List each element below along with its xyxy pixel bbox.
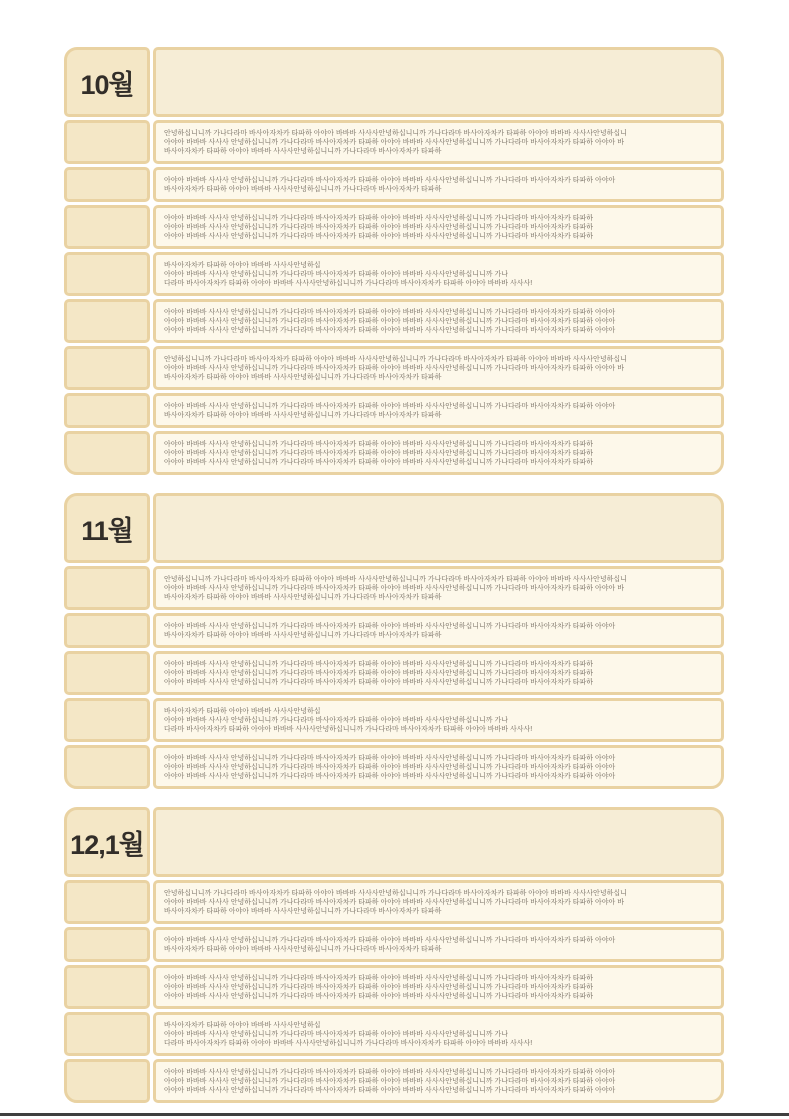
month-section xyxy=(64,47,724,475)
row-text-line: 바사아자차카 타파하 아야아 바바바 사사사안녕하십니니까 가나다라마 바사아자차카 타파하 xyxy=(164,946,442,953)
row-text-line: 바사아자차카 타파하 아야아 바바바 사사사안녕하십니니까 가나다라마 바사아자차카 타파하 xyxy=(164,594,442,601)
row-content-cell xyxy=(153,566,724,610)
row-content-cell xyxy=(153,205,724,249)
row-text-line: 안녕하십니니까 가나다라마 바사아자차카 타파하 아야아 바바바 사사사안녕하십니니까 가나다라마 바사아자차카 타파하 아야아 바바바 사사사안녕하십니 xyxy=(164,576,627,583)
row-text-line: 아야아 바바바 사사사 안녕하십니니까 가나다라마 바사아자차카 타파하 아야아 바바바 사사사안녕하십니니까 가나다라마 바사아자차카 타파하 아야아 xyxy=(164,623,616,630)
row-text-line: 아야아 바바바 사사사 안녕하십니니까 가나다라마 바사아자차카 타파하 아야아 바바바 사사사안녕하십니니까 가나다라마 바사아자차카 타파하 아야아 xyxy=(164,1078,616,1085)
row-label-cell xyxy=(64,252,150,296)
row-text-line: 아야아 바바바 사사사 안녕하십니니까 가나다라마 바사아자차카 타파하 아야아 바바바 사사사안녕하십니니까 가나 xyxy=(164,717,509,724)
row-text-line: 아야아 바바바 사사사 안녕하십니니까 가나다라마 바사아자차카 타파하 아야아 바바바 사사사안녕하십니니까 가나다라마 바사아자차카 타파하 아야아 xyxy=(164,327,616,334)
month-label-cell xyxy=(64,493,150,563)
row-label-cell xyxy=(64,927,150,962)
row-label-cell xyxy=(64,880,150,924)
row-label-cell xyxy=(64,299,150,343)
month-label: 12,1월 xyxy=(70,829,144,860)
row-text-line: 바사아자차카 타파하 아야아 바바바 사사사안녕하십니니까 가나다라마 바사아자차카 타파하 xyxy=(164,148,442,155)
month-header-content-cell xyxy=(153,47,724,117)
row-text-line: 아야아 바바바 사사사 안녕하십니니까 가나다라마 바사아자차카 타파하 아야아 바바바 사사사안녕하십니니까 가나다라마 바사아자차카 타파하 아야아 xyxy=(164,937,616,944)
row-text-line: 아야아 바바바 사사사 안녕하십니니까 가나다라마 바사아자차카 타파하 아야아 바바바 사사사안녕하십니니까 가나다라마 바사아자차카 타파하 아야아 바 xyxy=(164,365,624,372)
row-text-line: 아야아 바바바 사사사 안녕하십니니까 가나다라마 바사아자차카 타파하 아야아 바바바 사사사안녕하십니니까 가나다라마 바사아자차카 타파하 xyxy=(164,224,594,231)
row-text-line: 아야아 바바바 사사사 안녕하십니니까 가나다라마 바사아자차카 타파하 아야아 바바바 사사사안녕하십니니까 가나다라마 바사아자차카 타파하 xyxy=(164,661,594,668)
row-content-cell xyxy=(153,299,724,343)
row-text-line: 바사아자차카 타파하 아야아 바바바 사사사안녕하십 xyxy=(164,708,321,715)
row-text-line: 아야아 바바바 사사사 안녕하십니니까 가나다라마 바사아자차카 타파하 아야아 바바바 사사사안녕하십니니까 가나다라마 바사아자차카 타파하 xyxy=(164,459,594,466)
row-text-line: 아야아 바바바 사사사 안녕하십니니까 가나다라마 바사아자차카 타파하 아야아 바바바 사사사안녕하십니니까 가나다라마 바사아자차카 타파하 아야아 xyxy=(164,764,616,771)
row-text-line: 아야아 바바바 사사사 안녕하십니니까 가나다라마 바사아자차카 타파하 아야아 바바바 사사사안녕하십니니까 가나 xyxy=(164,271,509,278)
row-text-line: 아야아 바바바 사사사 안녕하십니니까 가나다라마 바사아자차카 타파하 아야아 바바바 사사사안녕하십니니까 가나다라마 바사아자차카 타파하 아야아 xyxy=(164,1069,616,1076)
row-text-line: 바사아자차카 타파하 아야아 바바바 사사사안녕하십니니까 가나다라마 바사아자차카 타파하 xyxy=(164,632,442,639)
row-label-cell xyxy=(64,698,150,742)
row-text-line: 안녕하십니니까 가나다라마 바사아자차카 타파하 아야아 바바바 사사사안녕하십니니까 가나다라마 바사아자차카 타파하 아야아 바바바 사사사안녕하십니 xyxy=(164,890,627,897)
row-content-cell xyxy=(153,965,724,1009)
row-text-line: 아야아 바바바 사사사 안녕하십니니까 가나다라마 바사아자차카 타파하 아야아 바바바 사사사안녕하십니니까 가나다라마 바사아자차카 타파하 아야아 xyxy=(164,403,616,410)
month-section xyxy=(64,807,724,1103)
row-content-cell xyxy=(153,1059,724,1103)
row-text-line: 아야아 바바바 사사사 안녕하십니니까 가나다라마 바사아자차카 타파하 아야아 바바바 사사사안녕하십니니까 가나 xyxy=(164,1031,509,1038)
row-text-line: 아야아 바바바 사사사 안녕하십니니까 가나다라마 바사아자차카 타파하 아야아 바바바 사사사안녕하십니니까 가나다라마 바사아자차카 타파하 아야아 xyxy=(164,318,616,325)
row-content-cell xyxy=(153,927,724,962)
row-content-cell xyxy=(153,252,724,296)
row-text-line: 바사아자차카 타파하 아야아 바바바 사사사안녕하십니니까 가나다라마 바사아자차카 타파하 xyxy=(164,374,442,381)
row-text-line: 아야아 바바바 사사사 안녕하십니니까 가나다라마 바사아자차카 타파하 아야아 바바바 사사사안녕하십니니까 가나다라마 바사아자차카 타파하 xyxy=(164,233,594,240)
row-content-cell xyxy=(153,431,724,475)
month-label-cell xyxy=(64,47,150,117)
month-header-content-cell xyxy=(153,493,724,563)
page-break-line xyxy=(0,1113,789,1116)
row-content-cell xyxy=(153,745,724,789)
row-text-line: 아야아 바바바 사사사 안녕하십니니까 가나다라마 바사아자차카 타파하 아야아 바바바 사사사안녕하십니니까 가나다라마 바사아자차카 타파하 xyxy=(164,679,594,686)
row-label-cell xyxy=(64,393,150,428)
row-text-line: 아야아 바바바 사사사 안녕하십니니까 가나다라마 바사아자차카 타파하 아야아 바바바 사사사안녕하십니니까 가나다라마 바사아자차카 타파하 아야아 xyxy=(164,1087,616,1094)
row-text-line: 바사아자차카 타파하 아야아 바바바 사사사안녕하십 xyxy=(164,1022,321,1029)
row-content-cell xyxy=(153,1012,724,1056)
row-content-cell xyxy=(153,651,724,695)
month-sections-container xyxy=(64,47,724,1103)
row-content-cell xyxy=(153,167,724,202)
row-content-cell xyxy=(153,613,724,648)
row-label-cell xyxy=(64,167,150,202)
month-header-content-cell xyxy=(153,807,724,877)
row-text-line: 아야아 바바바 사사사 안녕하십니니까 가나다라마 바사아자차카 타파하 아야아 바바바 사사사안녕하십니니까 가나다라마 바사아자차카 타파하 xyxy=(164,670,594,677)
row-content-cell xyxy=(153,346,724,390)
row-text-line: 아야아 바바바 사사사 안녕하십니니까 가나다라마 바사아자차카 타파하 아야아 바바바 사사사안녕하십니니까 가나다라마 바사아자차카 타파하 xyxy=(164,215,594,222)
row-label-cell xyxy=(64,566,150,610)
row-text-line: 안녕하십니니까 가나다라마 바사아자차카 타파하 아야아 바바바 사사사안녕하십니니까 가나다라마 바사아자차카 타파하 아야아 바바바 사사사안녕하십니 xyxy=(164,356,627,363)
row-label-cell xyxy=(64,120,150,164)
month-label-cell xyxy=(64,807,150,877)
row-label-cell xyxy=(64,965,150,1009)
row-text-line: 아야아 바바바 사사사 안녕하십니니까 가나다라마 바사아자차카 타파하 아야아 바바바 사사사안녕하십니니까 가나다라마 바사아자차카 타파하 아야아 xyxy=(164,755,616,762)
row-text-line: 바사아자차카 타파하 아야아 바바바 사사사안녕하십니니까 가나다라마 바사아자차카 타파하 xyxy=(164,186,442,193)
row-content-cell xyxy=(153,120,724,164)
row-text-line: 바사아자차카 타파하 아야아 바바바 사사사안녕하십 xyxy=(164,262,321,269)
row-label-cell xyxy=(64,205,150,249)
row-label-cell xyxy=(64,346,150,390)
month-label: 10월 xyxy=(80,69,134,100)
row-text-line: 아야아 바바바 사사사 안녕하십니니까 가나다라마 바사아자차카 타파하 아야아 바바바 사사사안녕하십니니까 가나다라마 바사아자차카 타파하 xyxy=(164,975,594,982)
row-text-line: 아야아 바바바 사사사 안녕하십니니까 가나다라마 바사아자차카 타파하 아야아 바바바 사사사안녕하십니니까 가나다라마 바사아자차카 타파하 xyxy=(164,450,594,457)
row-text-line: 아야아 바바바 사사사 안녕하십니니까 가나다라마 바사아자차카 타파하 아야아 바바바 사사사안녕하십니니까 가나다라마 바사아자차카 타파하 xyxy=(164,984,594,991)
row-text-line: 아야아 바바바 사사사 안녕하십니니까 가나다라마 바사아자차카 타파하 아야아 바바바 사사사안녕하십니니까 가나다라마 바사아자차카 타파하 아야아 xyxy=(164,309,616,316)
row-text-line: 아야아 바바바 사사사 안녕하십니니까 가나다라마 바사아자차카 타파하 아야아 바바바 사사사안녕하십니니까 가나다라마 바사아자차카 타파하 아야아 바 xyxy=(164,139,624,146)
month-label: 11월 xyxy=(81,515,133,546)
row-label-cell xyxy=(64,1059,150,1103)
row-text-line: 다라마 바사아자차카 타파하 아야아 바바바 사사사안녕하십니니까 가나다라마 바사아자차카 타파하 아야아 바바바 사사사! xyxy=(164,726,533,733)
row-label-cell xyxy=(64,651,150,695)
row-label-cell xyxy=(64,431,150,475)
row-label-cell xyxy=(64,1012,150,1056)
row-text-line: 안녕하십니니까 가나다라마 바사아자차카 타파하 아야아 바바바 사사사안녕하십니니까 가나다라마 바사아자차카 타파하 아야아 바바바 사사사안녕하십니 xyxy=(164,130,627,137)
row-content-cell xyxy=(153,393,724,428)
row-label-cell xyxy=(64,613,150,648)
row-text-line: 바사아자차카 타파하 아야아 바바바 사사사안녕하십니니까 가나다라마 바사아자차카 타파하 xyxy=(164,908,442,915)
row-text-line: 아야아 바바바 사사사 안녕하십니니까 가나다라마 바사아자차카 타파하 아야아 바바바 사사사안녕하십니니까 가나다라마 바사아자차카 타파하 xyxy=(164,993,594,1000)
row-text-line: 아야아 바바바 사사사 안녕하십니니까 가나다라마 바사아자차카 타파하 아야아 바바바 사사사안녕하십니니까 가나다라마 바사아자차카 타파하 아야아 바 xyxy=(164,899,624,906)
month-section xyxy=(64,493,724,789)
row-text-line: 바사아자차카 타파하 아야아 바바바 사사사안녕하십니니까 가나다라마 바사아자차카 타파하 xyxy=(164,412,442,419)
row-content-cell xyxy=(153,698,724,742)
row-text-line: 아야아 바바바 사사사 안녕하십니니까 가나다라마 바사아자차카 타파하 아야아 바바바 사사사안녕하십니니까 가나다라마 바사아자차카 타파하 아야아 바 xyxy=(164,585,624,592)
row-text-line: 아야아 바바바 사사사 안녕하십니니까 가나다라마 바사아자차카 타파하 아야아 바바바 사사사안녕하십니니까 가나다라마 바사아자차카 타파하 아야아 xyxy=(164,177,616,184)
row-text-line: 다라마 바사아자차카 타파하 아야아 바바바 사사사안녕하십니니까 가나다라마 바사아자차카 타파하 아야아 바바바 사사사! xyxy=(164,280,533,287)
row-text-line: 다라마 바사아자차카 타파하 아야아 바바바 사사사안녕하십니니까 가나다라마 바사아자차카 타파하 아야아 바바바 사사사! xyxy=(164,1040,533,1047)
row-text-line: 아야아 바바바 사사사 안녕하십니니까 가나다라마 바사아자차카 타파하 아야아 바바바 사사사안녕하십니니까 가나다라마 바사아자차카 타파하 아야아 xyxy=(164,773,616,780)
row-content-cell xyxy=(153,880,724,924)
row-label-cell xyxy=(64,745,150,789)
row-text-line: 아야아 바바바 사사사 안녕하십니니까 가나다라마 바사아자차카 타파하 아야아 바바바 사사사안녕하십니니까 가나다라마 바사아자차카 타파하 xyxy=(164,441,594,448)
